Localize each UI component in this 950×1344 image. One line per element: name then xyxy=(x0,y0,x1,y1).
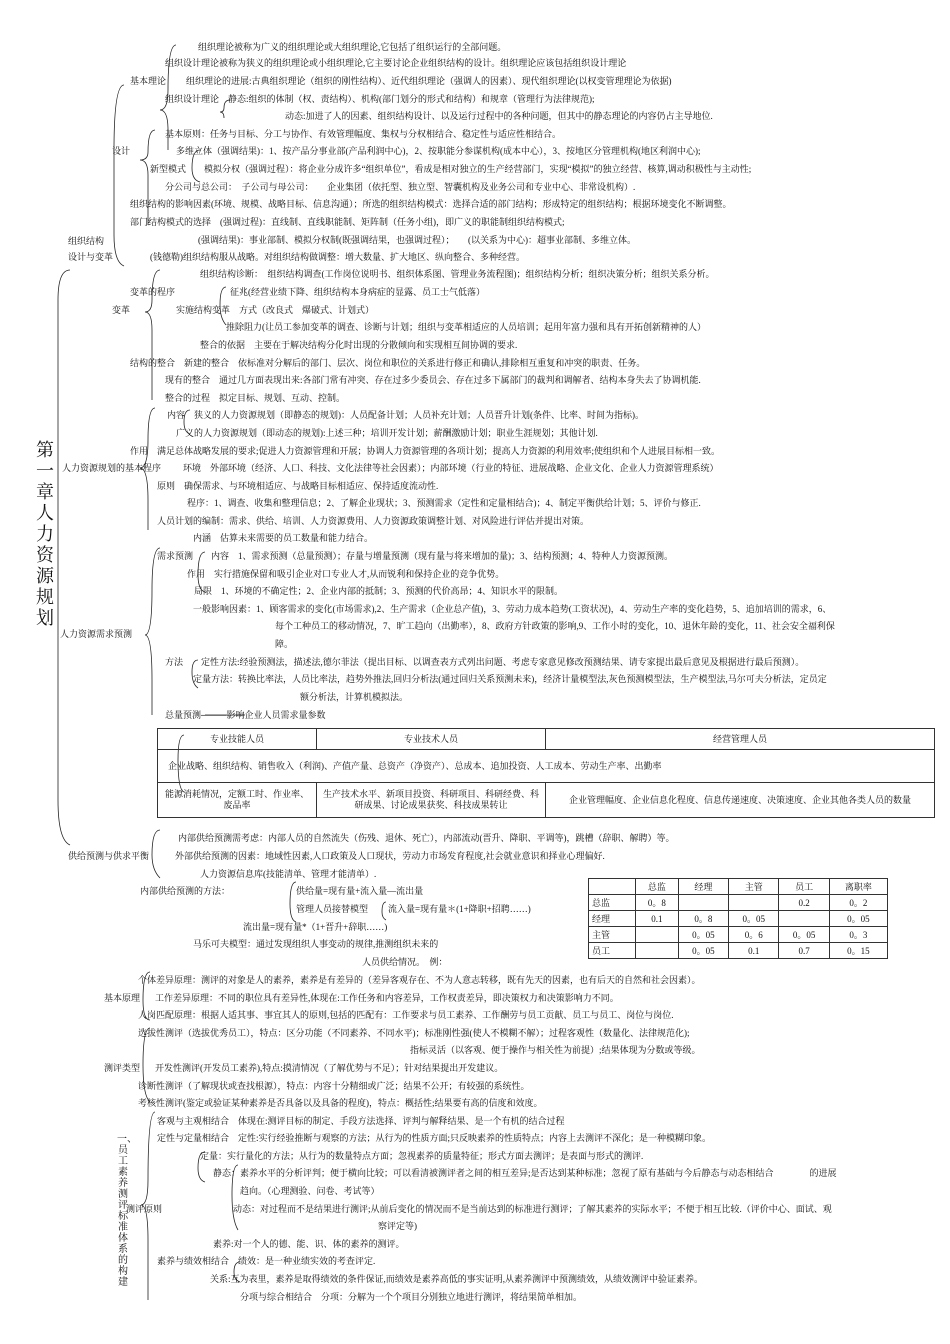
table-cell: 0.7 xyxy=(779,943,829,959)
hrp-line: 内涵 估算未来需要的员工数量和能力结合。 xyxy=(193,533,374,543)
org-line: 基本原则：任务与目标、分工与协作、有效管理幅度、集权与分权相结合、稳定性与适应性相结合。 xyxy=(165,129,562,139)
eval-line: 察评定等) xyxy=(378,1221,417,1231)
table-header: 总监 xyxy=(636,879,679,895)
table-cell: 0。2 xyxy=(829,895,887,911)
eval-line: 素养:对一个人的德、能、识、体的素养的测评。 xyxy=(213,1239,405,1249)
hrp-line: 作用 实行措施保留和吸引企业对口专业人才,从而锐利和保持企业的竞争优势。 xyxy=(187,569,505,579)
table-cell xyxy=(636,927,679,943)
table-row xyxy=(158,783,935,818)
table-cell: 主管 xyxy=(589,927,636,943)
table-cell: 0。05 xyxy=(779,927,829,943)
eval-line: 分项与综合相结合 分项：分解为一个个项目分别独立地进行测评，将结果简单相加。 xyxy=(240,1292,583,1302)
org-line: 实施结构变革 方式（改良式 爆破式、计划式） xyxy=(176,305,375,315)
side-design-change: 设计与变革 xyxy=(68,252,114,262)
eval-line: 定性与定量相结合 定性:实行经验推断与观察的方法；从行为的性质方面;只反映素养的性质特点；内容上去测评不深化；是一种模糊印象。 xyxy=(157,1133,712,1143)
hrp-line: 方法 定性方法:经验预测法，描述法,德尔菲法（提出目标、以调查表方式列出问题、考虑专家意见修改预测结果、请专家提出最后意见及根据进行最后预测）。 xyxy=(165,657,805,667)
table-header: 专业技术人员 xyxy=(317,729,546,750)
eval-line: 测评原则 xyxy=(126,1204,163,1214)
eval-line: 选拔性测评（选拔优秀员工），特点：区分功能（不同素养、不同水平)；标准刚性强(使人不模糊不解）；过程客观性（数量化、法律规范化); xyxy=(138,1028,690,1038)
hrp-line: 人员计划的编制：需求、供给、培训、人力资源费用、人力资源政策调整计划、对风险进行评估并提出对策。 xyxy=(157,516,590,526)
section-one-title: 一、员工素养测评标准体系的构建 xyxy=(117,1134,137,1288)
org-line: 变革的程序 xyxy=(130,287,176,297)
org-line: 变革 xyxy=(112,305,131,315)
org-line: 组织结构诊断： 组织结构调查(工作岗位说明书、组织体系图、管理业务流程图)；组织结构分析；组织决策分析；组织关系分析。 xyxy=(200,269,715,279)
table-cell xyxy=(678,895,728,911)
hrp-line: 广义的人力资源规划（即动态的规划):上述三种；培训开发计划；薪酬激励计划；职业生涯规划；其他计划. xyxy=(176,428,598,438)
hrp-line: 人力资源需求预测 xyxy=(60,629,133,639)
table-cell: 0.1 xyxy=(729,943,779,959)
eval-line: 素养与绩效相结合 绩效：是一种业绩实效的考查评定. xyxy=(157,1256,376,1266)
table-header: 离职率 xyxy=(829,879,887,895)
org-line: 新型模式 模拟分权（强调过程）：将企业分成许多“组织单位”，看成是相对独立的生产经营部门，实现“模拟”的独立经营、核算,调动积极性与主动性; xyxy=(150,164,752,174)
hrp-line: 障。 xyxy=(275,639,294,649)
hrp-line: 流入量=现有量＊(1+降职+招聘……) xyxy=(388,904,531,914)
table-header: 专业技能人员 xyxy=(158,729,317,750)
table-cell: 总监 xyxy=(589,895,636,911)
eval-line: 指标灵活（以客观、便于操作与相关性为前提）;结果体现为分数或等级。 xyxy=(410,1045,701,1055)
eval-line: 人岗匹配原理：根据人适其事、事宜其人的原则,包括的匹配有：工作要求与员工素养、工作酬劳与员工贡献、员工与员工、岗位与岗位. xyxy=(138,1010,674,1020)
hrp-line: 人力资源信息库(技能清单、管理才能清单）. xyxy=(200,869,377,879)
table-cell: 企业战略、组织结构、销售收入（利润)、产值产量、总资产（净资产）、总成本、追加投资、人工成本、劳动生产率、出勤率 xyxy=(158,750,935,783)
hrp-line: 作用 满足总体战略发展的要求;促进人力资源管理和开展；协调人力资源管理的各项计划；提高人力资源的利用效率;使组织和个人进展目标相一致。 xyxy=(130,446,721,456)
table-cell: 员工 xyxy=(589,943,636,959)
hrp-line: 内部供给预测需考虑：内部人员的自然流失（伤残、退休、死亡），内部流动(晋升、降职、平调等)，跳槽（辞职、解聘）等。 xyxy=(178,833,675,843)
table-row xyxy=(158,729,935,750)
hrp-line: 管理人员接替模型 xyxy=(296,904,369,914)
table-cell: 生产技术水平、新项目投资、科研项目、科研经费、科研成果、讨论成果获奖、科技成果转让 xyxy=(317,783,546,818)
table-cell: 0。6 xyxy=(729,927,779,943)
hrp-line: 外部供给预测的因素：地域性因素,人口政策及人口现状，劳动力市场发育程度,社会就业意识和择业心理偏好. xyxy=(175,851,605,861)
org-line: 基本理论 xyxy=(130,76,167,86)
table-row xyxy=(589,927,888,943)
hrp-line: 内部供给预测的方法： xyxy=(140,886,231,896)
hrp-line: 定量方法：转换比率法，人员比率法，趋势外推法,回归分析法(通过回归关系预测未来)，经济计量模型法,灰色预测模型法，生产模型法,马尔可夫分析法，定员定 xyxy=(193,674,827,684)
org-line: 征兆(经营业绩下降、组织结构本身病症的显露、员工士气低落） xyxy=(230,287,485,297)
table-row xyxy=(589,943,888,959)
table-cell: 0。05 xyxy=(678,927,728,943)
org-line: 多维立体（强调结果)：1、按产品分事业部(产品利润中心)，2、按职能分参谋机构(成本中心），3、按地区分管理机构(地区利润中心); xyxy=(176,146,701,156)
eval-line: 基本原理 xyxy=(104,993,141,1003)
eval-line: 关系:互为表里，素养是取得绩效的条件保证,而绩效是素养高低的事实证明,从素养测评中预测绩效，从绩效测评中验证素养。 xyxy=(210,1274,704,1284)
table-cell: 0。15 xyxy=(829,943,887,959)
hrp-line: 供给量=现有量+流入量—流出量 xyxy=(296,886,424,896)
table-header: 员工 xyxy=(779,879,829,895)
eval-line: 静态：素养水平的分析评判；便于横向比较；可以看清被测评者之间的相互差异;是否达到某种标准；忽视了原有基础与今后静态与动态相结合 的进展 xyxy=(213,1168,837,1178)
table-cell: 0.1 xyxy=(636,911,679,927)
hrp-line: 人力资源规划的基本程序 xyxy=(62,463,162,473)
eval-line: 诊断性测评（了解现状或查找根源），特点：内容十分精细或广泛；结果不公开；有较强的系统性。 xyxy=(138,1081,530,1091)
hrp-line: 局限 1、环境的不确定性；2、企业内部的抵制；3、预测的代价高昂；4、知识水平的限制。 xyxy=(194,586,564,596)
org-line: 组织结构的影响因素(环境、规模、战略目标、信息沟通）；所选的组织结构模式：选择合适的部门结构；形成特定的组织结构；根据环境变化不断调整。 xyxy=(130,199,732,209)
hrp-line: 需求预测 内容 1、需求预测（总量预测）；存量与增量预测（现有量与将来增加的量)；3、结构预测；4、特种人力资源预测。 xyxy=(157,551,674,561)
table-cell xyxy=(779,911,829,927)
org-line: 分公司与总公司： 子公司与母公司： 企业集团（依托型、独立型、智囊机构及业务公司和专业中心、非常设机构）. xyxy=(165,182,636,192)
table-header: 经营管理人员 xyxy=(546,729,935,750)
hrp-line: 环境 外部环境（经济、人口、科技、文化法律等社会因素）；内部环境（行业的特征、进展战略、企业文化、企业人力资源管理系统） xyxy=(183,463,719,473)
hrp-line: 人员供给情况。 例： xyxy=(362,957,448,967)
eval-line: 动态：对过程而不是结果进行测评;从前后变化的情况而不是当前达到的标准进行测评；了解其素养的实际水平；不便于相互比较.（评价中心、面试、观 xyxy=(233,1204,832,1214)
org-line: 推除阻力(让员工参加变革的调查、诊断与计划；组织与变革相适应的人员培训；起用年富力强和具有开拓创新精神的人） xyxy=(226,322,707,332)
table-cell xyxy=(636,943,679,959)
hrp-line: 供给预测与供求平衡 xyxy=(68,851,150,861)
demand-parameters-table xyxy=(157,728,935,818)
org-line: 组织设计理论 静态:组织的体制（权、责结构）、机构(部门划分的形式和结构）和规章（管理行为法律规范); xyxy=(165,94,595,104)
table-header: 经理 xyxy=(678,879,728,895)
table-row xyxy=(589,879,888,895)
table-header: 主管 xyxy=(729,879,779,895)
chapter-title: 第一章 人力资源规划 xyxy=(36,440,72,628)
eval-line: 个体差异原理：测评的对象是人的素养，素养是有差异的（差异客观存在、不为人意志转移，既有先天的因素，也有后天的自然和社会因素）。 xyxy=(138,975,701,985)
hrp-line: 马乐可夫模型：通过发现组织人事变动的规律,推测组织未来的 xyxy=(193,939,439,949)
eval-line: 开发性测评(开发员工素养),特点:摸清情况（了解优势与不足）；针对结果提出开发建议。 xyxy=(155,1063,504,1073)
table-row xyxy=(158,750,935,783)
table-cell: 0.2 xyxy=(779,895,829,911)
org-line: 组织设计理论被称为狭义的组织理论或小组织理论,它主要讨论企业组织结构的设计。组织理论应该包括组织设计理论 xyxy=(165,58,627,68)
org-line: (强调结果)：事业部制、模拟分权制(既强调结果，也强调过程）； (以关系为中心)：超事业部制、多维立体。 xyxy=(198,235,636,245)
table-cell: 0。8 xyxy=(678,911,728,927)
eval-line: 趋向。（心理测验、问卷、考试等） xyxy=(240,1186,380,1196)
markov-matrix-table xyxy=(588,878,888,959)
hrp-line: 内容 狭义的人力资源规划（即静态的规划)：人员配备计划；人员补充计划；人员晋升计划(条件、比率、时间为指标)。 xyxy=(167,410,644,420)
side-org-structure: 组织结构 xyxy=(68,236,105,246)
table-cell: 企业管理幅度、企业信息化程度、信息传递速度、决策速度、企业其他各类人员的数量 xyxy=(546,783,935,818)
org-line: 设计 xyxy=(112,146,131,156)
table-cell: 0。8 xyxy=(636,895,679,911)
table-cell: 经理 xyxy=(589,911,636,927)
eval-line: 定量：实行量化的方法；从行为的数量特点方面；忽视素养的质量特征；形式方面去测评；是表面与形式的测评. xyxy=(200,1151,644,1161)
table-cell: 能源消耗情况，定额工时、作业率、废品率 xyxy=(158,783,317,818)
org-line: 现有的整合 通过几方面表现出来:各部门常有冲突、存在过多少委员会、存在过多下属部门的裁判和调解者、结构本身失去了协调机能. xyxy=(165,375,701,385)
eval-line: 考核性测评(鉴定或验证某种素养是否具备以及具备的程度)，特点：概括性;结果要有高的信度和效度。 xyxy=(138,1098,543,1108)
hrp-line: 每个工种员工的移动情况，7、旷工趋向（出勤率），8、政府方针政策的影响,9、工作小时的变化，10、退休年龄的变化，11、社会安全福利保 xyxy=(275,621,835,631)
eval-line: 工作差异原理：不同的职位具有差异性,体现在:工作任务和内容差异，工作权责差异，即决策权力和决策影响力不同。 xyxy=(155,993,619,1003)
table-cell xyxy=(729,895,779,911)
table-cell: 0。05 xyxy=(829,911,887,927)
eval-line: 客观与主观相结合 体现在:测评目标的制定、手段方法选择、评判与解释结果、是一个有机的结合过程 xyxy=(157,1116,565,1126)
hrp-line: 总量预测────影响企业人员需求量参数 xyxy=(165,710,326,720)
org-line: 组织理论的进展:古典组织理论（组织的刚性结构）、近代组织理论（强调人的因素）、现代组织理论(以权变管理理论为依据) xyxy=(186,76,672,86)
table-cell: 0。3 xyxy=(829,927,887,943)
hrp-line: 程序：1、调查、收集和整理信息；2、了解企业现状；3、预测需求（定性和定量相结合)；4、制定平衡供给计划；5、评价与修正. xyxy=(187,498,701,508)
org-line: 结构的整合 新建的整合 依标准对分解后的部门、层次、岗位和职位的关系进行修正和确认,排除相互重复和冲突的职责、任务。 xyxy=(130,358,646,368)
hrp-line: 一般影响因素：1、顾客需求的变化(市场需求),2、生产需求（企业总产值)，3、劳动力成本趋势(工资状况)，4、劳动生产率的变化趋势，5、追加培训的需求，6、 xyxy=(193,604,832,614)
hrp-line: 流出量=现有量*（1+晋升+辞职……) xyxy=(243,922,388,932)
org-line: (钱德勒)组织结构服从战略。对组织结构做调整：增大数量、扩大地区、纵向整合、多种经营。 xyxy=(150,252,525,262)
org-line: 组织理论被称为广义的组织理论或大组织理论,它包括了组织运行的全部问题。 xyxy=(198,42,507,52)
table-header xyxy=(589,879,636,895)
org-line: 部门结构模式的选择 (强调过程)：直线制、直线职能制、矩阵制（任务小组)，即广义的职能制组织结构模式; xyxy=(130,217,565,227)
hrp-line: 原则 确保需求、与环境相适应、与战略目标相适应、保持适度流动性. xyxy=(157,481,439,491)
org-line: 整合的过程 拟定目标、规划、互动、控制。 xyxy=(165,393,346,403)
org-line: 动态:加进了人的因素、组织结构设计、以及运行过程中的各种问题，但其中的静态理论的内容仍占主导地位. xyxy=(285,111,713,121)
hrp-line: 额分析法，计算机模拟法。 xyxy=(300,692,409,702)
table-cell: 0。05 xyxy=(678,943,728,959)
table-cell: 0。05 xyxy=(729,911,779,927)
table-row xyxy=(589,911,888,927)
org-line: 整合的依据 主要在于解决结构分化时出现的分散倾向和实现相互间协调的要求. xyxy=(200,340,518,350)
table-row xyxy=(589,895,888,911)
eval-line: 测评类型 xyxy=(104,1063,141,1073)
